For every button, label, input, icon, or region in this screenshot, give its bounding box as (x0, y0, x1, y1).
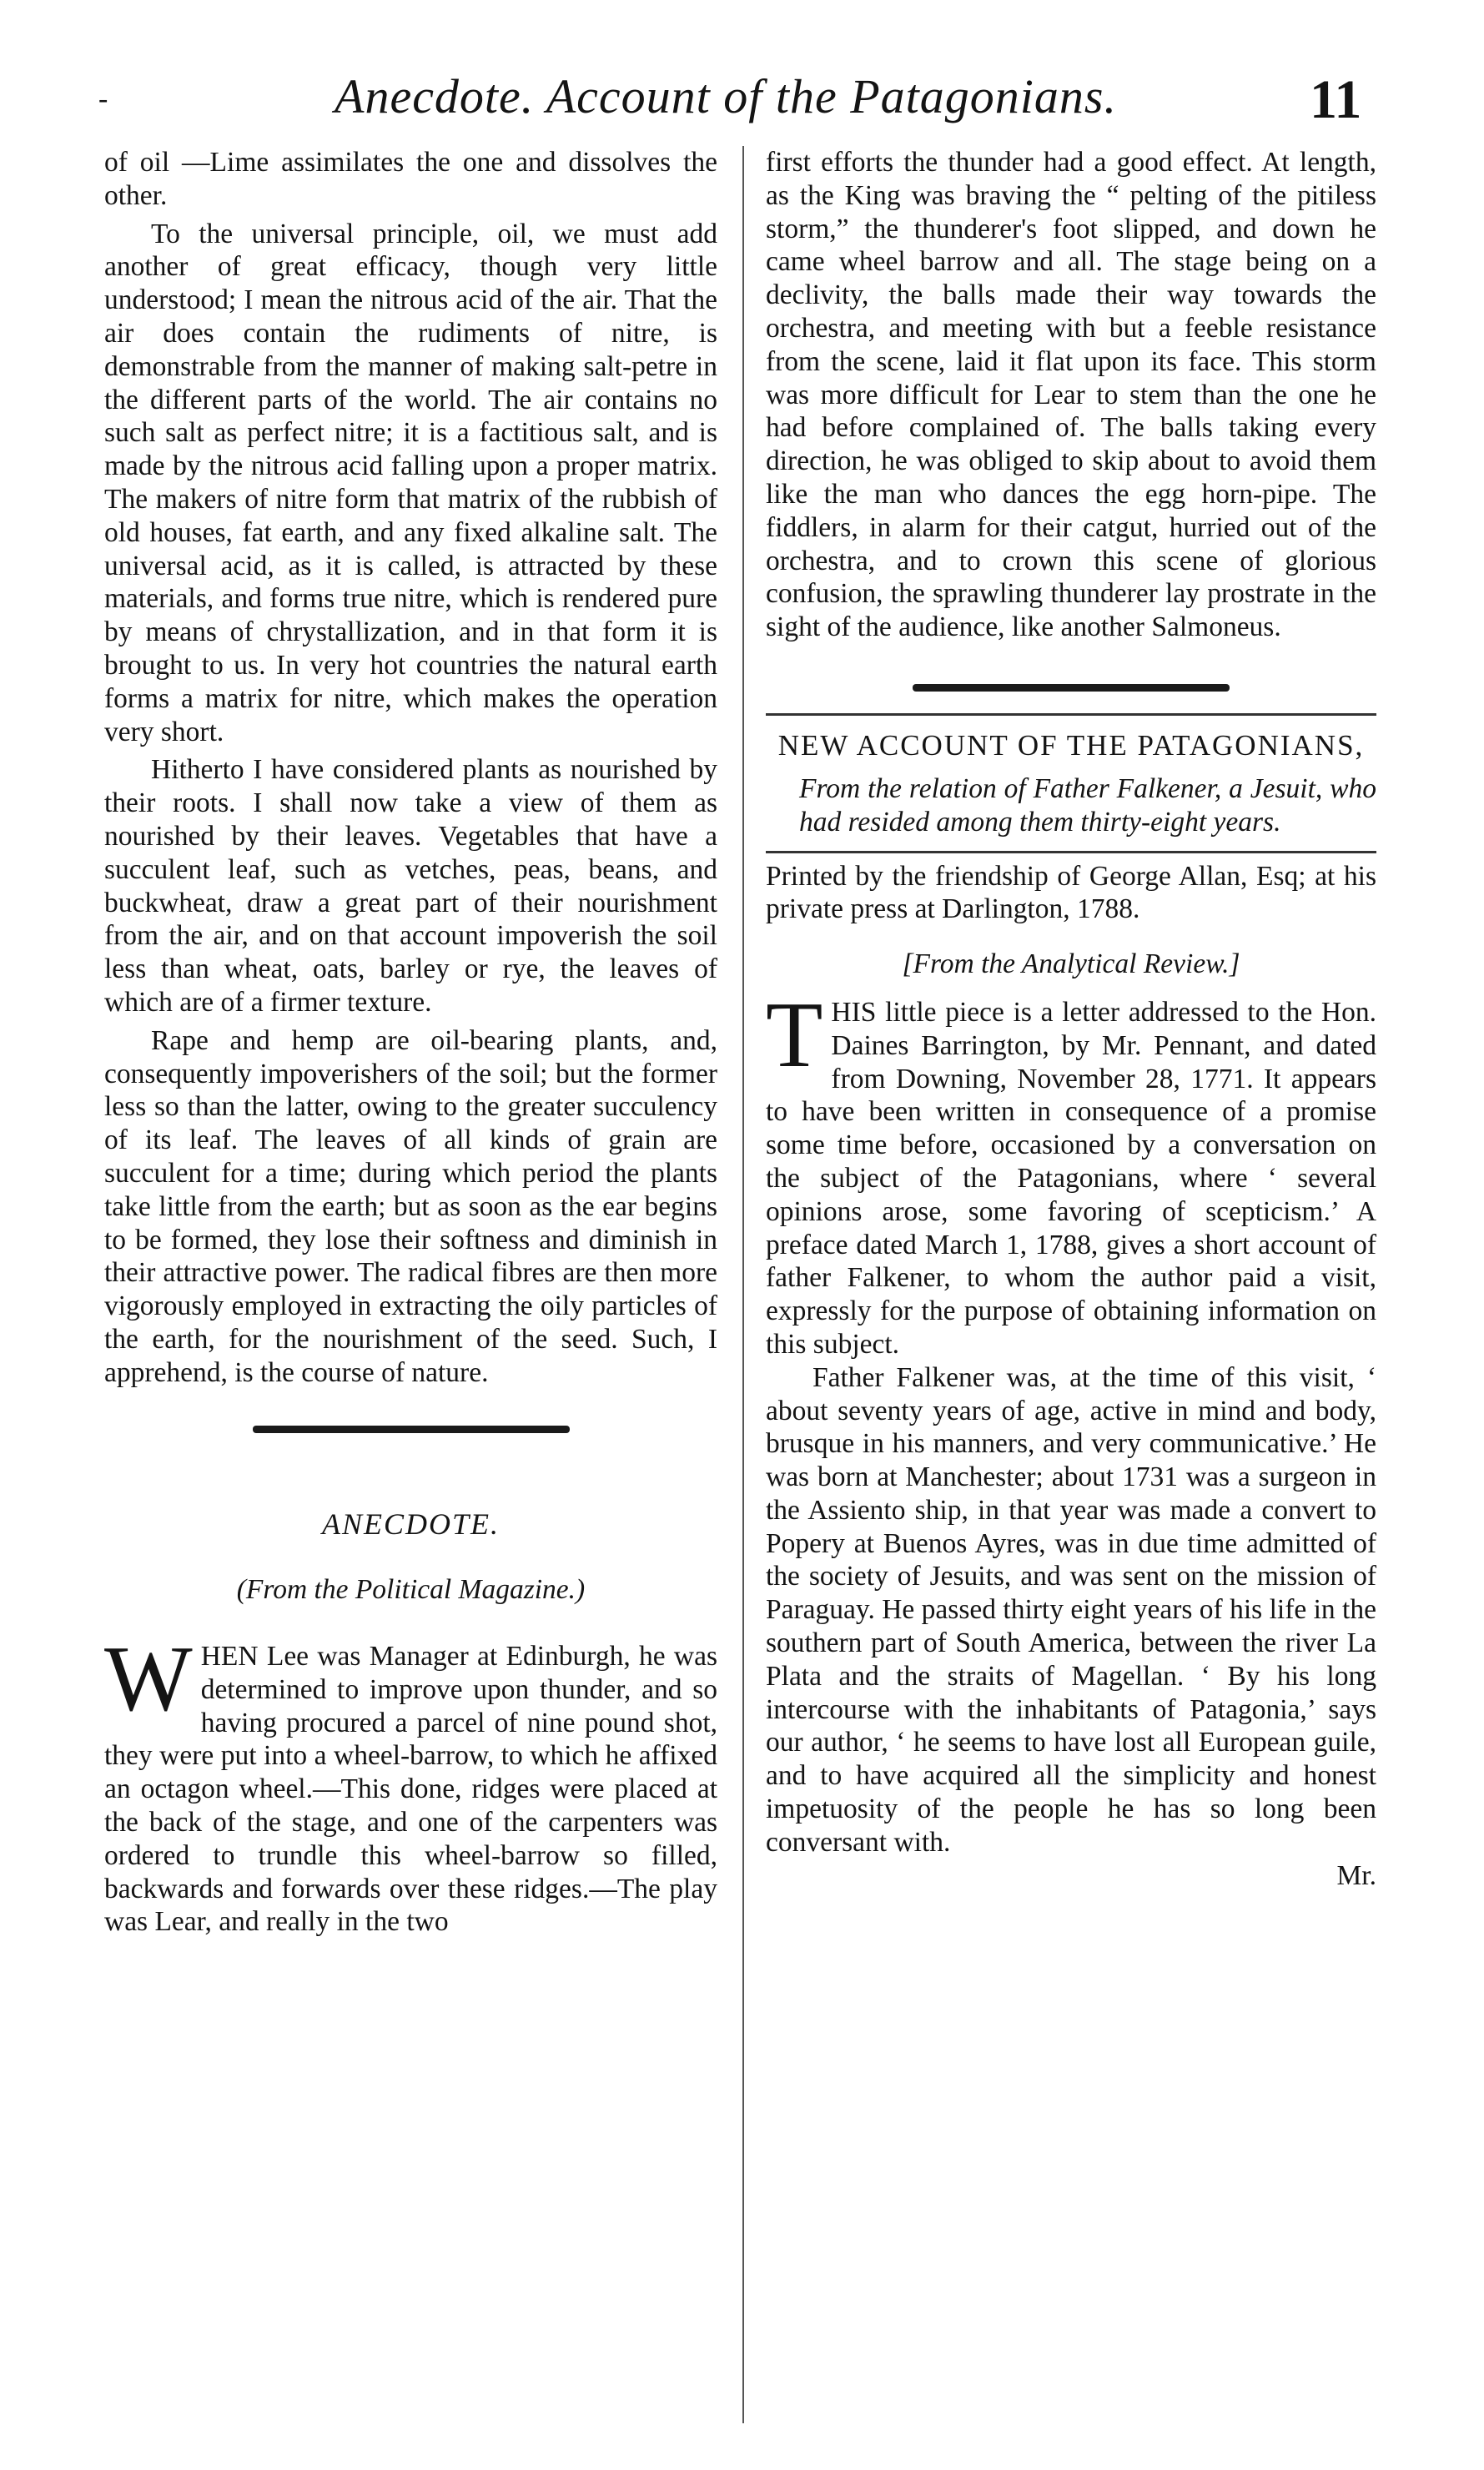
article-paragraph-1: HIS little piece is a letter addressed to the Hon. Daines Barrington, by Mr. Pennant, and dated from Downing, November 28, 1771. It appears to have been written in consequence of a promise some time before, occasioned by a conversation on the subject of the Patagonians, where ‘ several opinions arose, some favoring of scepticism.’ A preface dated March 1, 1788, gives a short account of father Falkener, to whom the author paid a visit, expressly for the purpose of obtaining information on this subject. (766, 996, 1376, 1360)
article-title: NEW ACCOUNT OF THE PATAGONIANS, (777, 728, 1365, 762)
left-paragraph-1: of oil —Lime assimilates the one and dissolves the other. (104, 147, 717, 211)
catchword: Mr. (1336, 1859, 1376, 1891)
left-column (104, 146, 717, 1939)
page-number: 11 (1310, 69, 1362, 130)
left-paragraph-4: Rape and hemp are oil-bearing plants, and, consequently impoverishers of the soil; but the former less so than the latter, owing to the greater succulency of its leaf. The leaves of all kinds of grain are succulent for a time; during which period the plants take little from the earth; but as soon as the ear begins to be formed, they lose their softness and diminish in their attractive power. The radical fibres are then more vigorously employed in extracting the oily particles of the earth, for the nourishment of the seed. Such, I apprehend, is the course of nature. (104, 1024, 717, 1388)
section-rule (253, 1426, 570, 1433)
article-body (766, 983, 1376, 1361)
left-paragraph-2: To the universal principle, oil, we must add another of great efficacy, though very little understood; I mean the nitrous acid of the air. That the air does contain the rudiments of nitre, is demonstrable from the manner of making salt-petre in the different parts of the world. The air contains no such salt as perfect nitre; it is a factitious salt, and is made by the nitrous acid falling upon a proper matrix. The makers of nitre form that matrix of the rubbish of old houses, fat earth, and any fixed alkaline salt. The universal acid, as it is called, is attracted by these materials, and forms true nitre, which is rendered pure by means of chrystallization, and in that form it is brought to us. In very hot countries the natural earth forms a matrix for nitre, which makes the operation very short. (104, 218, 717, 747)
thin-rule (766, 713, 1376, 716)
anecdote-title: ANECDOTE. (321, 1507, 500, 1542)
anecdote-source: (From the Political Magazine.) (236, 1574, 586, 1606)
anecdote-dropcap: W (104, 1627, 193, 1732)
anecdote-body (104, 1627, 717, 1939)
section-rule-right (913, 684, 1230, 692)
left-margin-mark: - (98, 83, 108, 114)
article-paragraph-2: Father Falkener was, at the time of this visit, ‘ about seventy years of age, active in mind and body, brusque in his manners, and very communicative.’ He was born at Manchester; about 1731 was a surgeon in the Assiento ship, in that year was made a convert to Popery at Buenos Ayres, was in due time admitted of the society of Jesuits, and was sent on the mission of Paraguay. He passed thirty eight years of his life in the southern part of South America, between the river La Plata and the straits of Magellan. ‘ By his long intercourse with the inhabitants of Patagonia,’ says our author, ‘ he seems to have lost all European guile, and to have acquired all the simplicity and honest impetuosity of the people he has so long been conversant with. (766, 1361, 1376, 1858)
article-byline: From the relation of Father Falkener, a Jesuit, who had resided among them thirty-eight years. (799, 772, 1376, 838)
article-source: [From the Analytical Review.] (902, 948, 1240, 980)
thin-rule-2 (766, 851, 1376, 853)
article-printed: Printed by the friendship of George Allan, Esq; at his private press at Darlington, 1788. (766, 860, 1376, 925)
right-column (766, 146, 1376, 1892)
column-divider (742, 146, 744, 2423)
article-dropcap: T (766, 983, 823, 1087)
anecdote-text: HEN Lee was Manager at Edinburgh, he was determined to improve upon thunder, and so having procured a parcel of nine pound shot, they were put into a wheel-barrow, to which he affixed an octagon wheel.—This done, ridges were placed at the back of the stage, and one of the carpenters was ordered to trundle this wheel-barrow so filled, backwards and forwards over these ridges.—The play was Lear, and really in the two (104, 1641, 717, 1938)
left-paragraph-3: Hitherto I have considered plants as nourished by their roots. I shall now take a view of them as nourished by their leaves. Vegetables that have a succulent leaf, such as vetches, peas, beans, and buckwheat, draw a great part of their nourishment from the air, and on that account impoverish the soil less than wheat, oats, barley or rye, the leaves of which are of a firmer texture. (104, 754, 717, 1018)
anecdote-continuation: first efforts the thunder had a good effect. At length, as the King was braving the “ pelting of the pitiless storm,” the thunderer's foot slipped, and down he came wheel barrow and all. The stage being on a declivity, the balls made their way towards the orchestra, and meeting with but a feeble resistance from the scene, laid it flat upon its face. This storm was more difficult for Lear to stem than the one he had before complained of. The balls taking every direction, he was obliged to skip about to avoid them like the man who dances the egg horn-pipe. The fiddlers, in alarm for their catgut, hurried out of the orchestra, and to crown this scene of glorious confusion, the sprawling thunderer lay prostrate in the sight of the audience, like another Salmoneus. (766, 147, 1376, 643)
running-head: Anecdote. Account of the Patagonians. (335, 69, 1117, 123)
